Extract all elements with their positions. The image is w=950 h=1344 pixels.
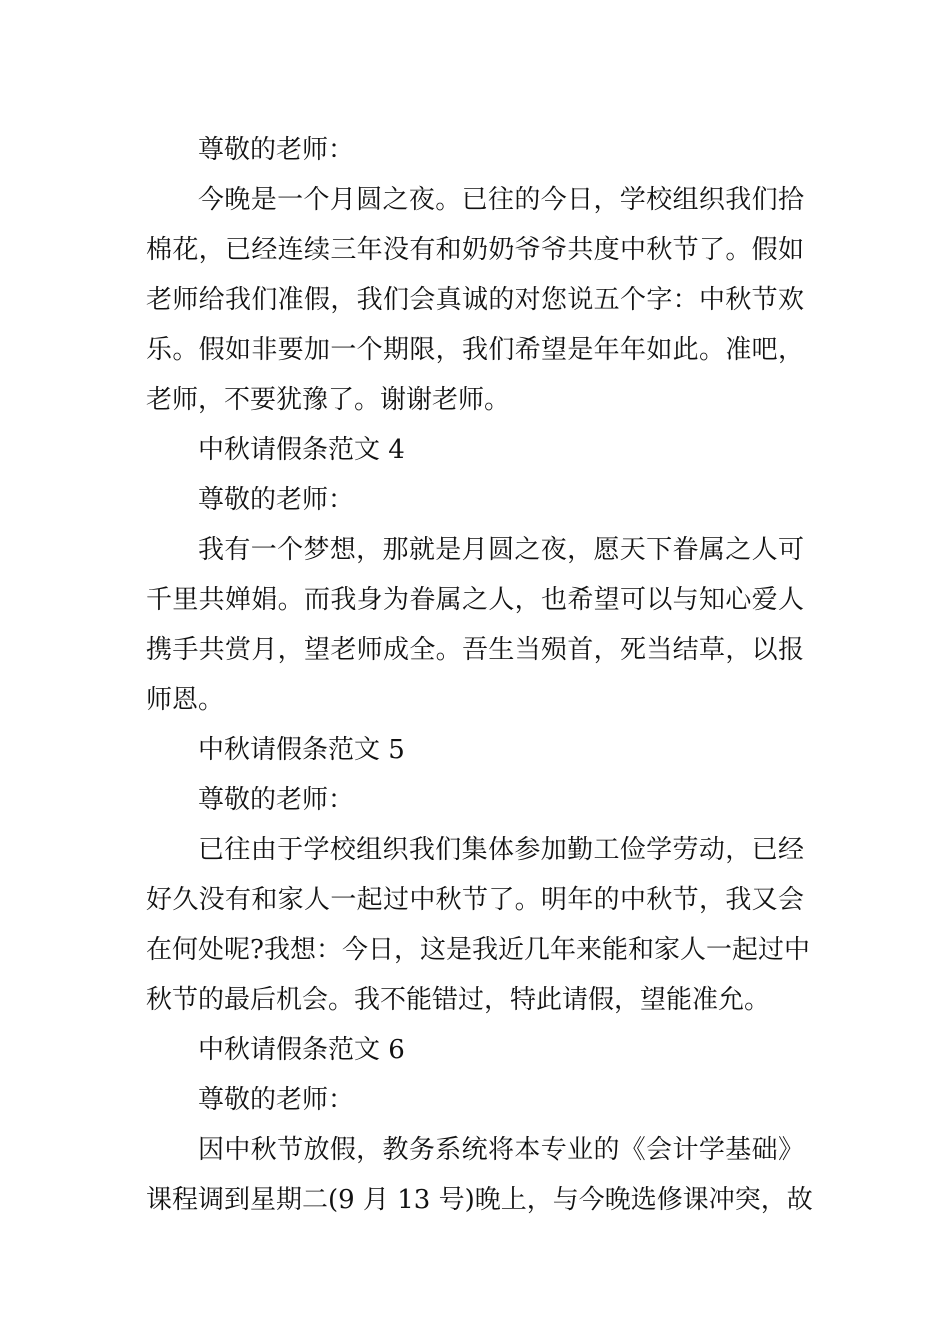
section-heading: 中秋请假条范文 5: [198, 735, 405, 765]
paragraph-line: 携手共赏月，望老师成全。吾生当殒首，死当结草，以报: [146, 635, 804, 665]
salutation: 尊敬的老师：: [198, 485, 355, 515]
paragraph-line: 因中秋节放假，教务系统将本专业的《会计学基础》: [198, 1135, 804, 1165]
section-heading: 中秋请假条范文 4: [198, 435, 405, 465]
paragraph-line: 已往由于学校组织我们集体参加勤工俭学劳动，已经: [198, 835, 804, 865]
paragraph-line: 老师给我们准假，我们会真诚的对您说五个字：中秋节欢: [146, 285, 804, 315]
paragraph-line: 棉花，已经连续三年没有和奶奶爷爷共度中秋节了。假如: [146, 235, 804, 265]
paragraph-line: 在何处呢?我想：今日，这是我近几年来能和家人一起过中: [146, 935, 810, 965]
salutation: 尊敬的老师：: [198, 1085, 355, 1115]
salutation: 尊敬的老师：: [198, 135, 355, 165]
paragraph-line: 今晚是一个月圆之夜。已往的今日，学校组织我们拾: [198, 185, 804, 215]
section-heading: 中秋请假条范文 6: [198, 1035, 405, 1065]
paragraph-line: 乐。假如非要加一个期限，我们希望是年年如此。准吧，: [146, 335, 804, 365]
paragraph-line: 老师，不要犹豫了。谢谢老师。: [146, 385, 511, 415]
paragraph-line: 好久没有和家人一起过中秋节了。明年的中秋节，我又会: [146, 885, 804, 915]
paragraph-line: 千里共婵娟。而我身为眷属之人，也希望可以与知心爱人: [146, 585, 804, 615]
salutation: 尊敬的老师：: [198, 785, 355, 815]
paragraph-line: 师恩。: [146, 685, 225, 715]
paragraph-line: 秋节的最后机会。我不能错过，特此请假，望能准允。: [146, 985, 771, 1015]
paragraph-line: 课程调到星期二(9 月 13 号)晚上，与今晚选修课冲突，故: [146, 1185, 813, 1215]
paragraph-line: 我有一个梦想，那就是月圆之夜，愿天下眷属之人可: [198, 535, 804, 565]
